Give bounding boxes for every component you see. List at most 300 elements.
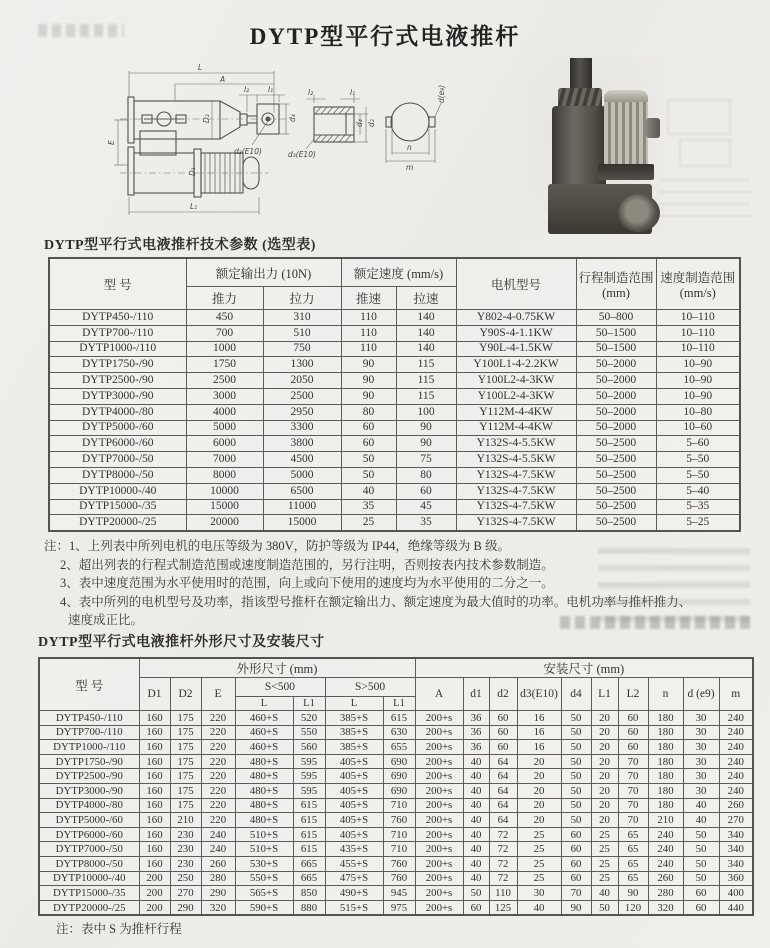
table-row [49,325,740,341]
value-cell: 50–800 [576,310,656,326]
value-cell: 290 [201,886,235,901]
value-cell: 160 [139,725,170,740]
value-cell: 10–110 [656,341,740,357]
value-cell: 160 [139,754,170,769]
spec-notes [44,537,704,630]
table-row [49,499,740,515]
value-cell: 20 [517,769,561,784]
photo-motor-band [598,164,654,180]
col-header-L1-lt: L1 [293,697,325,711]
value-cell: 50–2000 [576,373,656,389]
value-cell: 50 [683,856,719,871]
value-cell: 5000 [263,467,341,483]
value-cell: 490+S [325,886,383,901]
stroke-range-label: 行程制造范围 [578,270,654,285]
value-cell: 40 [463,783,489,798]
value-cell: 10–90 [656,357,740,373]
value-cell: 50 [341,467,396,483]
value-cell: 510+S [235,842,293,857]
value-cell: 595 [293,783,325,798]
value-cell: 180 [648,798,683,813]
value-cell: 25 [591,827,618,842]
value-cell: 25 [517,842,561,857]
model-cell: DYTP6000-/60 [49,436,186,452]
model-cell: DYTP1750-/90 [49,357,186,373]
speed-range-unit: (mm/s) [679,285,716,300]
value-cell: 50–2500 [576,452,656,468]
value-cell: 240 [719,754,753,769]
value-cell: 230 [170,856,201,871]
value-cell: Y100L1-4-2.2KW [456,357,576,373]
col-header-D1: D1 [139,678,170,711]
value-cell: Y132S-4-5.5KW [456,452,576,468]
value-cell: 530+S [235,856,293,871]
value-cell: 240 [201,842,235,857]
value-cell: 64 [489,798,517,813]
value-cell: 230 [170,842,201,857]
value-cell: 615 [293,798,325,813]
value-cell: 50 [683,842,719,857]
table-row [49,436,740,452]
value-cell: 20 [591,725,618,740]
value-cell: 560 [293,740,325,755]
model-cell: DYTP700-/110 [49,325,186,341]
value-cell: 615 [293,842,325,857]
value-cell: 220 [201,740,235,755]
table-row [39,871,753,886]
table-row [49,420,740,436]
value-cell: 5–50 [656,452,740,468]
value-cell: 35 [341,499,396,515]
value-cell: 2050 [263,373,341,389]
value-cell: 70 [618,754,648,769]
value-cell: 240 [719,783,753,798]
value-cell: 405+S [325,813,383,828]
value-cell: 760 [383,871,415,886]
value-cell: 30 [683,711,719,726]
dim-label-L1: L₁ [190,202,198,211]
value-cell: 240 [201,827,235,842]
dim-label-A: A [220,75,226,84]
value-cell: 160 [139,842,170,857]
speed-range-label: 速度制造范围 [660,270,736,285]
col-header-push-force: 推力 [186,287,263,310]
value-cell: 2950 [263,404,341,420]
value-cell: 15000 [186,499,263,515]
value-cell: 50–2500 [576,467,656,483]
value-cell: 20 [591,813,618,828]
value-cell: 36 [463,711,489,726]
value-cell: 615 [293,827,325,842]
value-cell: 60 [618,740,648,755]
model-cell: DYTP450-/110 [49,310,186,326]
model-cell: DYTP450-/110 [39,711,139,726]
value-cell: 290 [170,900,201,915]
col-header-stroke-range [576,258,656,310]
col-header-install-L1: L1 [591,678,618,711]
model-cell: DYTP5000-/60 [39,813,139,828]
value-cell: 40 [463,813,489,828]
value-cell: 60 [683,900,719,915]
value-cell: 80 [396,467,456,483]
value-cell: 180 [648,754,683,769]
value-cell: 435+S [325,842,383,857]
model-cell: DYTP5000-/60 [49,420,186,436]
value-cell: 460+S [235,711,293,726]
value-cell: 440 [719,900,753,915]
dim-label-l1-section: l₁ [350,88,356,97]
spec-section-heading: DYTP型平行式电液推杆技术参数 (选型表) [44,238,316,253]
table-row [49,483,740,499]
value-cell: 510 [263,325,341,341]
bleed-through-artifact [650,70,758,238]
photo-motor [604,96,648,168]
value-cell: 200+s [415,783,463,798]
model-cell: DYTP4000-/80 [39,798,139,813]
value-cell: 16 [517,711,561,726]
dimensions-table [38,657,754,916]
value-cell: 1000 [186,341,263,357]
table-row [39,711,753,726]
value-cell: 64 [489,754,517,769]
value-cell: 115 [396,373,456,389]
value-cell: 220 [201,813,235,828]
value-cell: 60 [489,711,517,726]
value-cell: 10–90 [656,373,740,389]
dim-label-l2-section: l₂ [308,88,314,97]
value-cell: 200+s [415,842,463,857]
table-row [39,856,753,871]
value-cell: 175 [170,740,201,755]
value-cell: 250 [170,871,201,886]
value-cell: 240 [719,769,753,784]
value-cell: 270 [719,813,753,828]
table-row [49,515,740,531]
value-cell: 200 [139,900,170,915]
model-cell: DYTP20000-/25 [49,515,186,531]
value-cell: 40 [463,754,489,769]
value-cell: 595 [293,769,325,784]
value-cell: 750 [263,341,341,357]
value-cell: 140 [396,341,456,357]
value-cell: 50–2500 [576,499,656,515]
value-cell: 50 [561,783,591,798]
value-cell: 60 [463,900,489,915]
note-line: 3、表中速度范围为水平使用时的范围，向上或向下使用的速度均为水平使用的二分之一。 [60,576,554,590]
dim-label-d4-section: d₄ [355,119,364,127]
value-cell: 65 [618,827,648,842]
table-row [49,341,740,357]
value-cell: 50 [561,798,591,813]
note-line: 4、表中所列的电机型号及功率，指该型号推杆在额定输出力、额定速度为最大值时的功率。电机功率与推杆推力、 [60,594,692,609]
col-header-D2: D2 [170,678,201,711]
model-cell: DYTP2500-/90 [49,373,186,389]
value-cell: 65 [618,842,648,857]
value-cell: 60 [561,871,591,886]
value-cell: 200+s [415,740,463,755]
value-cell: 175 [170,798,201,813]
value-cell: 590+S [235,900,293,915]
value-cell: 200+s [415,725,463,740]
value-cell: 230 [170,827,201,842]
value-cell: 180 [648,769,683,784]
value-cell: 180 [648,783,683,798]
value-cell: 180 [648,711,683,726]
value-cell: 550+S [235,871,293,886]
value-cell: 5–50 [656,467,740,483]
value-cell: 240 [648,856,683,871]
table-row [39,900,753,915]
value-cell: 200+s [415,900,463,915]
value-cell: 110 [341,310,396,326]
value-cell: 30 [683,754,719,769]
value-cell: 175 [170,711,201,726]
value-cell: 40 [517,900,561,915]
spec-table [48,257,741,532]
value-cell: 25 [517,856,561,871]
value-cell: 200+s [415,871,463,886]
value-cell: 850 [293,886,325,901]
table-row [49,357,740,373]
value-cell: 220 [201,783,235,798]
value-cell: 480+S [235,769,293,784]
dims-note: 注：表中 S 为推杆行程 [56,922,182,936]
value-cell: 50 [683,827,719,842]
col-header-m: m [719,678,753,711]
col-header-d2: d2 [489,678,517,711]
value-cell: 690 [383,754,415,769]
value-cell: Y112M-4-4KW [456,420,576,436]
value-cell: 5–40 [656,483,740,499]
value-cell: 20 [517,813,561,828]
note-line: 2、超出列表的行程式制造范围或速度制造范围的，另行注明，否则按表内技术参数制造。 [60,557,554,572]
model-cell: DYTP15000-/35 [39,886,139,901]
value-cell: 40 [683,813,719,828]
value-cell: 690 [383,783,415,798]
value-cell: 200+s [415,827,463,842]
value-cell: 200+s [415,769,463,784]
value-cell: 460+S [235,740,293,755]
value-cell: 40 [463,769,489,784]
note-line: 注：1、上列表中所列电机的电压等级为 380V，防护等级为 IP44，绝缘等级为 B 级。 [44,539,510,553]
value-cell: 10–110 [656,325,740,341]
value-cell: 340 [719,827,753,842]
col-header-d4: d4 [561,678,591,711]
dim-label-D2: D₂ [202,114,211,123]
value-cell: 385+S [325,740,383,755]
col-header-pull-speed: 拉速 [396,287,456,310]
value-cell: 60 [396,483,456,499]
value-cell: 72 [489,856,517,871]
table-row [49,388,740,404]
value-cell: 405+S [325,827,383,842]
col-header-speed-range [656,258,740,310]
value-cell: Y100L2-4-3KW [456,373,576,389]
value-cell: 64 [489,783,517,798]
value-cell: 240 [648,842,683,857]
value-cell: 60 [561,856,591,871]
value-cell: 125 [489,900,517,915]
model-cell: DYTP8000-/50 [39,856,139,871]
value-cell: 20 [591,711,618,726]
value-cell: 240 [719,740,753,755]
value-cell: 10–90 [656,388,740,404]
value-cell: 70 [618,813,648,828]
value-cell: 5–60 [656,436,740,452]
value-cell: 220 [201,798,235,813]
table-row [39,842,753,857]
value-cell: 200+s [415,813,463,828]
value-cell: 405+S [325,798,383,813]
table-row [49,404,740,420]
value-cell: 175 [170,725,201,740]
value-cell: 1300 [263,357,341,373]
value-cell: 65 [618,856,648,871]
value-cell: 400 [719,886,753,901]
value-cell: 50–2500 [576,436,656,452]
value-cell: 140 [396,325,456,341]
value-cell: 405+S [325,754,383,769]
table-row [39,754,753,769]
value-cell: 320 [648,900,683,915]
photo-cable-gland [646,118,660,138]
value-cell: 16 [517,740,561,755]
value-cell: 10–110 [656,310,740,326]
model-cell: DYTP3000-/90 [39,783,139,798]
value-cell: 11000 [263,499,341,515]
value-cell: 160 [139,856,170,871]
value-cell: 160 [139,769,170,784]
value-cell: 40 [683,798,719,813]
value-cell: 64 [489,769,517,784]
dim-label-l1: l₁ [268,85,274,94]
value-cell: 20 [517,798,561,813]
model-cell: DYTP3000-/90 [49,388,186,404]
dims-section-heading: DYTP型平行式电液推杆外形尺寸及安装尺寸 [38,635,325,650]
value-cell: 72 [489,871,517,886]
value-cell: 30 [683,769,719,784]
col-header-L-lt: L [235,697,293,711]
stroke-range-unit: (mm) [602,285,630,300]
col-header-A: A [415,678,463,711]
value-cell: 385+S [325,711,383,726]
dim-label-n: n [407,143,412,152]
value-cell: 6000 [186,436,263,452]
value-cell: 60 [561,827,591,842]
value-cell: 200+s [415,886,463,901]
value-cell: 5–25 [656,515,740,531]
value-cell: 20 [591,740,618,755]
value-cell: 595 [293,754,325,769]
value-cell: 160 [139,827,170,842]
dim-label-d3: d₃(E10) [234,147,262,156]
value-cell: 340 [719,842,753,857]
value-cell: 25 [591,871,618,886]
value-cell: 480+S [235,783,293,798]
table-row [39,725,753,740]
value-cell: 90 [341,357,396,373]
value-cell: 115 [396,388,456,404]
value-cell: 10–80 [656,404,740,420]
value-cell: 50 [561,740,591,755]
value-cell: 2500 [263,388,341,404]
col-header-L-gt: L [325,697,383,711]
value-cell: 70 [618,783,648,798]
value-cell: 8000 [186,467,263,483]
value-cell: 520 [293,711,325,726]
value-cell: 72 [489,842,517,857]
value-cell: 20 [517,754,561,769]
value-cell: 30 [517,886,561,901]
model-cell: DYTP7000-/50 [49,452,186,468]
value-cell: 60 [683,886,719,901]
model-cell: DYTP7000-/50 [39,842,139,857]
value-cell: 120 [618,900,648,915]
value-cell: 60 [341,420,396,436]
model-cell: DYTP20000-/25 [39,900,139,915]
value-cell: Y90S-4-1.1KW [456,325,576,341]
value-cell: Y802-4-0.75KW [456,310,576,326]
value-cell: 36 [463,740,489,755]
model-cell: DYTP8000-/50 [49,467,186,483]
value-cell: 110 [341,341,396,357]
value-cell: 260 [201,856,235,871]
dim-label-l2: l₂ [244,85,250,94]
value-cell: 360 [719,871,753,886]
value-cell: 260 [648,871,683,886]
col-header-motor: 电机型号 [456,258,576,310]
value-cell: 565+S [235,886,293,901]
model-cell: DYTP1000-/110 [49,341,186,357]
value-cell: 320 [201,900,235,915]
value-cell: 64 [489,813,517,828]
col-header-L1-gt: L1 [383,697,415,711]
value-cell: 475+S [325,871,383,886]
value-cell: Y132S-4-7.5KW [456,483,576,499]
value-cell: 200+s [415,754,463,769]
value-cell: 175 [170,783,201,798]
value-cell: 50–2500 [576,515,656,531]
col-header-model: 型 号 [39,658,139,711]
value-cell: 240 [719,725,753,740]
model-cell: DYTP700-/110 [39,725,139,740]
model-cell: DYTP2500-/90 [39,769,139,784]
value-cell: 160 [139,711,170,726]
value-cell: 25 [591,842,618,857]
value-cell: 180 [648,740,683,755]
value-cell: 615 [293,813,325,828]
value-cell: 200+s [415,798,463,813]
dim-label-D1: D₁ [188,167,197,176]
value-cell: 90 [561,900,591,915]
table-row [49,452,740,468]
value-cell: 7000 [186,452,263,468]
value-cell: 200+s [415,856,463,871]
dim-label-E: E [107,140,116,145]
photo-piston-rod [570,58,592,92]
table-row [39,783,753,798]
value-cell: 385+S [325,725,383,740]
value-cell: 36 [463,725,489,740]
value-cell: 405+S [325,769,383,784]
col-header-d3: d3(E10) [517,678,561,711]
value-cell: 35 [396,515,456,531]
value-cell: 50 [463,886,489,901]
value-cell: 260 [719,798,753,813]
table-row [39,827,753,842]
value-cell: 210 [170,813,201,828]
value-cell: 710 [383,827,415,842]
